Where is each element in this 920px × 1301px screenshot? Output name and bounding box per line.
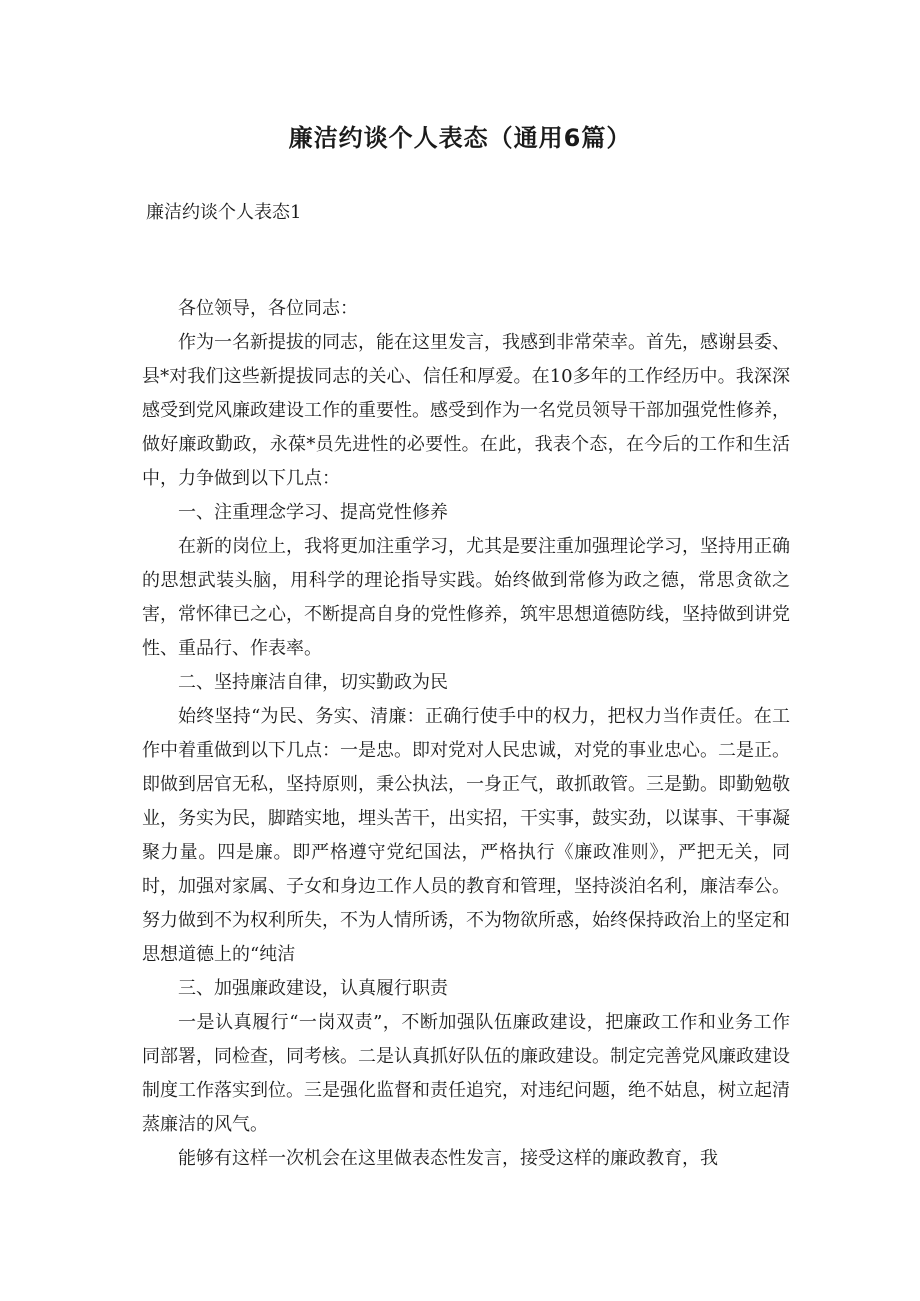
salutation: 各位领导，各位同志： [178,298,358,319]
document-body [142,292,790,1176]
body-paragraph: 作为一名新提拔的同志，能在这里发言，我感到非常荣幸。首先，感谢县委、县*对我们这些新提拔同志的关心、信任和厚爱。在10多年的工作经历中。我深深感受到党风廉政建设工作的重要性。感受到作为一名党员领导干部加强党性修养，做好廉政勤政，永葆*员先进性的必要性。在此，我表个态，在今后的工作和生活中，力争做到以下几点： [142,332,790,489]
document-title: 廉洁约谈个人表态（通用6篇） [288,124,632,152]
subheading-3: 三、加强廉政建设，认真履行职责 [178,978,448,999]
body-paragraph: 能够有这样一次机会在这里做表态性发言，接受这样的廉政教育，我 [178,1148,718,1169]
subheading-2: 二、坚持廉洁自律，切实勤政为民 [178,672,448,693]
body-paragraph: 在新的岗位上，我将更加注重学习，尤其是要注重加强理论学习，坚持用正确的思想武装头脑，用科学的理论指导实践。始终做到常修为政之德，常思贪欲之害，常怀律已之心，不断提高自身的党性修养，筑牢思想道德防线，坚持做到讲党性、重品行、作表率。 [142,536,790,659]
subheading-1: 一、注重理念学习、提高党性修养 [178,502,448,523]
section-heading: 廉洁约谈个人表态1 [146,202,302,223]
body-paragraph: 始终坚持“为民、务实、清廉：正确行使手中的权力，把权力当作责任。在工作中着重做到以下几点：一是忠。即对党对人民忠诚，对党的事业忠心。二是正。即做到居官无私，坚持原则，秉公执法，一身正气，敢抓敢管。三是勤。即勤勉敬业，务实为民，脚踏实地，埋头苦干，出实招，干实事，鼓实劲，以谋事、干事凝聚力量。四是廉。即严格遵守党纪国法，严格执行《廉政准则》，严把无关，同时，加强对家属、子女和身边工作人员的教育和管理，坚持淡泊名利，廉洁奉公。努力做到不为权利所失，不为人情所诱，不为物欲所惑，始终保持政治上的坚定和思想道德上的“纯洁 [142,706,790,965]
body-paragraph: 一是认真履行“一岗双责”，不断加强队伍廉政建设，把廉政工作和业务工作同部署，同检查，同考核。二是认真抓好队伍的廉政建设。制定完善党风廉政建设制度工作落实到位。三是强化监督和责任追究，对违纪问题，绝不姑息，树立起清蒸廉洁的风气。 [142,1012,790,1135]
